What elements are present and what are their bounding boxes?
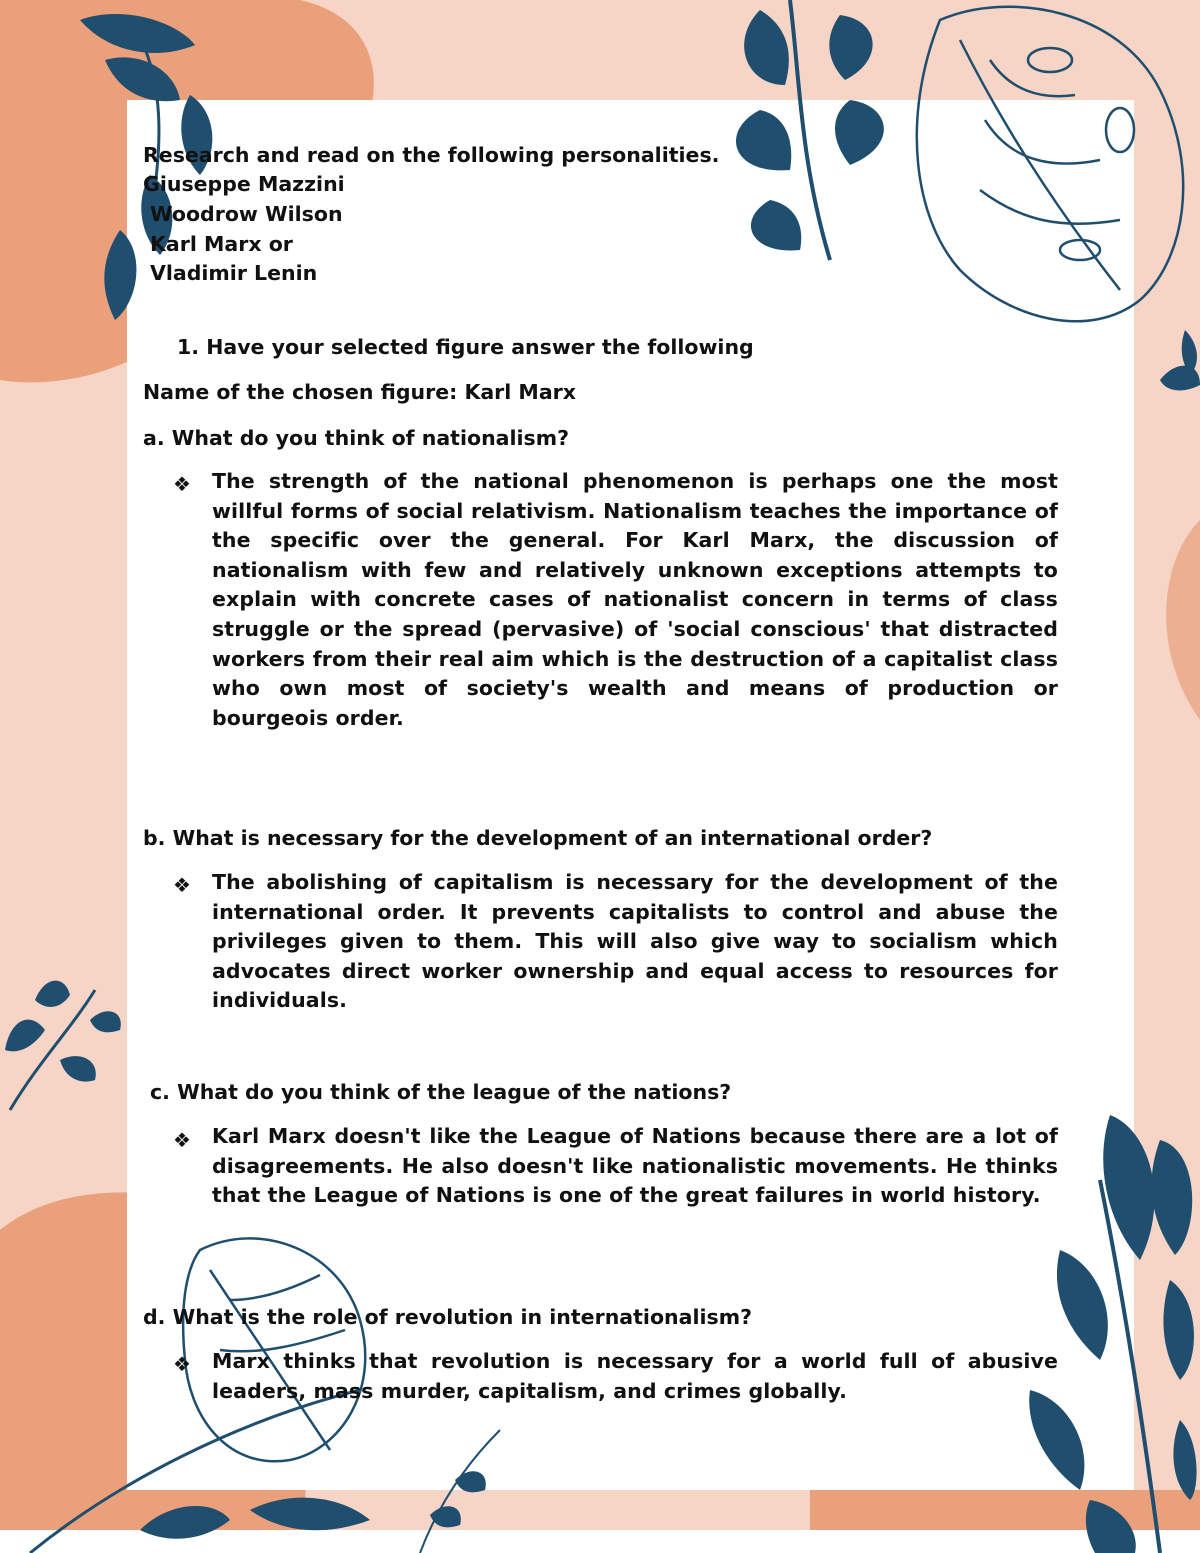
task-text: Have your selected figure answer the following	[206, 335, 754, 359]
intro-heading: Research and read on the following personalities.	[143, 143, 720, 167]
question-heading: d. What is the role of revolution in internationalism?	[143, 1305, 752, 1329]
personality-item: Woodrow Wilson	[150, 202, 343, 226]
answer-paragraph: Karl Marx doesn't like the League of Nations because there are a lot of disagreements. He also doesn't like nationalistic movements. He thinks that the League of Nations is one of the great failures in world history.	[212, 1124, 1058, 1208]
task-instruction	[177, 335, 754, 359]
bullet-icon: ❖	[173, 1128, 191, 1152]
personality-item: Karl Marx or	[150, 232, 293, 256]
bullet-icon: ❖	[173, 1352, 191, 1376]
bullet-icon: ❖	[173, 472, 191, 496]
answer-paragraph: The abolishing of capitalism is necessary for the development of the international order. It prevents capitalists to control and abuse the privileges given to them. This will also give way to socialism which advocates direct worker ownership and equal access to resources for individuals.	[212, 870, 1058, 1013]
task-number: 1.	[177, 335, 200, 359]
personality-item: Giuseppe Mazzini	[143, 172, 345, 196]
answer-paragraph: Marx thinks that revolution is necessary for a world full of abusive leaders, mass murder, capitalism, and crimes globally.	[212, 1349, 1058, 1403]
personality-item: Vladimir Lenin	[150, 261, 318, 285]
question-heading: c. What do you think of the league of the nations?	[150, 1080, 732, 1104]
answer-paragraph: The strength of the national phenomenon is perhaps one the most willful forms of social relativism. Nationalism teaches the importance of the specific over the general. For Karl Marx, the discussion of nationalism with few and relatively unknown exceptions attempts to explain with concrete cases of nationalist concern in terms of class struggle or the spread (pervasive) of 'social conscious' that distracted workers from their real aim which is the destruction of a capitalist class who own most of society's wealth and means of production or bourgeois order.	[212, 469, 1058, 730]
bullet-icon: ❖	[173, 873, 191, 897]
question-heading: b. What is necessary for the development of an international order?	[143, 826, 933, 850]
chosen-figure-line: Name of the chosen figure: Karl Marx	[143, 380, 577, 404]
question-heading: a. What do you think of nationalism?	[143, 426, 570, 450]
